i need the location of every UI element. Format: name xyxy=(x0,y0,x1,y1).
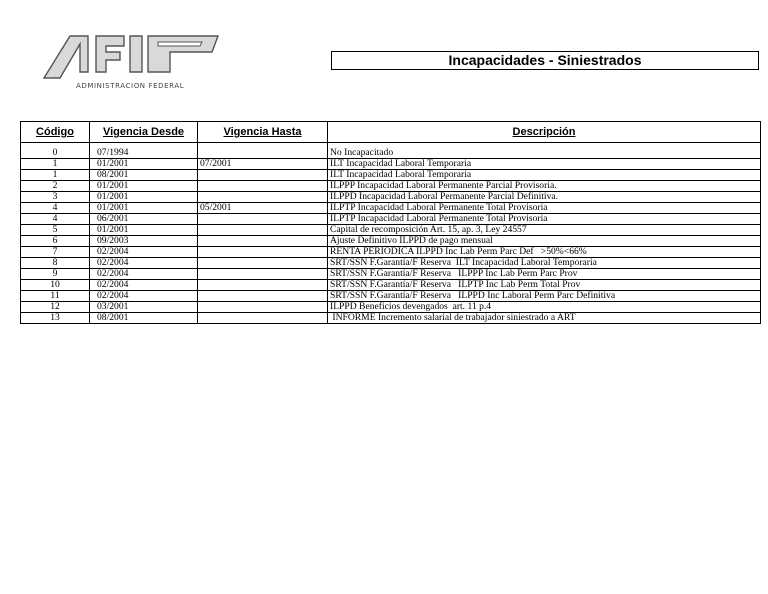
cell-vigencia-desde: 08/2001 xyxy=(90,313,198,324)
cell-codigo: 0 xyxy=(21,148,90,159)
cell-vigencia-hasta xyxy=(198,192,328,203)
column-header-descripcion: Descripción xyxy=(328,122,761,143)
cell-descripcion: SRT/SSN F.Garantía/F Reserva ILT Incapacidad Laboral Temporaria xyxy=(328,258,761,269)
cell-vigencia-desde: 02/2004 xyxy=(90,291,198,302)
cell-descripcion: ILPPD Incapacidad Laboral Permanente Parcial Definitiva. xyxy=(328,192,761,203)
cell-vigencia-desde: 01/2001 xyxy=(90,203,198,214)
cell-codigo: 10 xyxy=(21,280,90,291)
cell-vigencia-hasta xyxy=(198,170,328,181)
cell-vigencia-hasta xyxy=(198,280,328,291)
table-row xyxy=(21,236,761,247)
cell-codigo: 1 xyxy=(21,170,90,181)
cell-vigencia-desde: 03/2001 xyxy=(90,302,198,313)
table-body xyxy=(21,143,761,324)
cell-vigencia-desde: 07/1994 xyxy=(90,148,198,159)
cell-codigo: 8 xyxy=(21,258,90,269)
cell-descripcion: SRT/SSN F.Garantía/F Reserva ILPPP Inc Lab Perm Parc Prov xyxy=(328,269,761,280)
column-header-vigencia-desde: Vigencia Desde xyxy=(90,122,198,143)
cell-codigo: 11 xyxy=(21,291,90,302)
table-header-row xyxy=(21,122,761,143)
table-row xyxy=(21,291,761,302)
page-title: Incapacidades - Siniestrados xyxy=(331,51,759,70)
cell-vigencia-desde: 01/2001 xyxy=(90,225,198,236)
cell-descripcion: SRT/SSN F.Garantía/F Reserva ILPPD Inc Laboral Perm Parc Definitiva xyxy=(328,291,761,302)
cell-descripcion: ILPTP Incapacidad Laboral Permanente Total Provisoria xyxy=(328,214,761,225)
cell-descripcion: Ajuste Definitivo ILPPD de pago mensual xyxy=(328,236,761,247)
cell-vigencia-hasta xyxy=(198,291,328,302)
cell-codigo: 5 xyxy=(21,225,90,236)
table-row xyxy=(21,148,761,159)
cell-codigo: 3 xyxy=(21,192,90,203)
cell-vigencia-desde: 02/2004 xyxy=(90,258,198,269)
table-row xyxy=(21,302,761,313)
cell-vigencia-desde: 08/2001 xyxy=(90,170,198,181)
cell-vigencia-desde: 02/2004 xyxy=(90,247,198,258)
cell-vigencia-hasta xyxy=(198,258,328,269)
cell-vigencia-hasta: 07/2001 xyxy=(198,159,328,170)
cell-descripcion: ILPTP Incapacidad Laboral Permanente Total Provisoria xyxy=(328,203,761,214)
cell-vigencia-hasta xyxy=(198,313,328,324)
cell-vigencia-hasta xyxy=(198,181,328,192)
table-row xyxy=(21,214,761,225)
cell-codigo: 13 xyxy=(21,313,90,324)
cell-vigencia-hasta: 05/2001 xyxy=(198,203,328,214)
cell-vigencia-desde: 09/2003 xyxy=(90,236,198,247)
logo-subtitle: ADMINISTRACION FEDERAL xyxy=(76,82,185,90)
table-row xyxy=(21,225,761,236)
cell-descripcion: SRT/SSN F.Garantía/F Reserva ILPTP Inc Lab Perm Total Prov xyxy=(328,280,761,291)
table-row xyxy=(21,258,761,269)
cell-codigo: 7 xyxy=(21,247,90,258)
cell-codigo: 9 xyxy=(21,269,90,280)
column-header-codigo: Código xyxy=(21,122,90,143)
cell-descripcion: Capital de recomposición Art. 15, ap. 3, Ley 24557 xyxy=(328,225,761,236)
table-row xyxy=(21,192,761,203)
cell-descripcion: ILT Incapacidad Laboral Temporaria xyxy=(328,170,761,181)
cell-descripcion: RENTA PERIODICA ILPPD Inc Lab Perm Parc Def >50%<66% xyxy=(328,247,761,258)
cell-vigencia-desde: 02/2004 xyxy=(90,269,198,280)
cell-vigencia-desde: 02/2004 xyxy=(90,280,198,291)
cell-vigencia-hasta xyxy=(198,269,328,280)
cell-descripcion: ILPPP Incapacidad Laboral Permanente Parcial Provisoria. xyxy=(328,181,761,192)
cell-descripcion: No Incapacitado xyxy=(328,148,761,159)
table-row xyxy=(21,203,761,214)
cell-codigo: 4 xyxy=(21,203,90,214)
cell-vigencia-hasta xyxy=(198,148,328,159)
codes-table xyxy=(20,121,761,324)
cell-vigencia-hasta xyxy=(198,214,328,225)
cell-codigo: 2 xyxy=(21,181,90,192)
cell-descripcion: INFORME Incremento salarial de trabajador siniestrado a ART xyxy=(328,313,761,324)
table-row xyxy=(21,181,761,192)
cell-codigo: 12 xyxy=(21,302,90,313)
cell-descripcion: ILPPD Beneficios devengados art. 11 p.4 xyxy=(328,302,761,313)
cell-vigencia-hasta xyxy=(198,247,328,258)
table-row xyxy=(21,159,761,170)
cell-vigencia-desde: 06/2001 xyxy=(90,214,198,225)
column-header-vigencia-hasta: Vigencia Hasta xyxy=(198,122,328,143)
table-row xyxy=(21,269,761,280)
table-row xyxy=(21,313,761,324)
cell-codigo: 1 xyxy=(21,159,90,170)
cell-descripcion: ILT Incapacidad Laboral Temporaria xyxy=(328,159,761,170)
cell-vigencia-desde: 01/2001 xyxy=(90,159,198,170)
cell-codigo: 6 xyxy=(21,236,90,247)
table-row xyxy=(21,280,761,291)
table-row xyxy=(21,170,761,181)
cell-codigo: 4 xyxy=(21,214,90,225)
cell-vigencia-hasta xyxy=(198,236,328,247)
cell-vigencia-desde: 01/2001 xyxy=(90,192,198,203)
cell-vigencia-desde: 01/2001 xyxy=(90,181,198,192)
cell-vigencia-hasta xyxy=(198,302,328,313)
cell-vigencia-hasta xyxy=(198,225,328,236)
table-row xyxy=(21,247,761,258)
